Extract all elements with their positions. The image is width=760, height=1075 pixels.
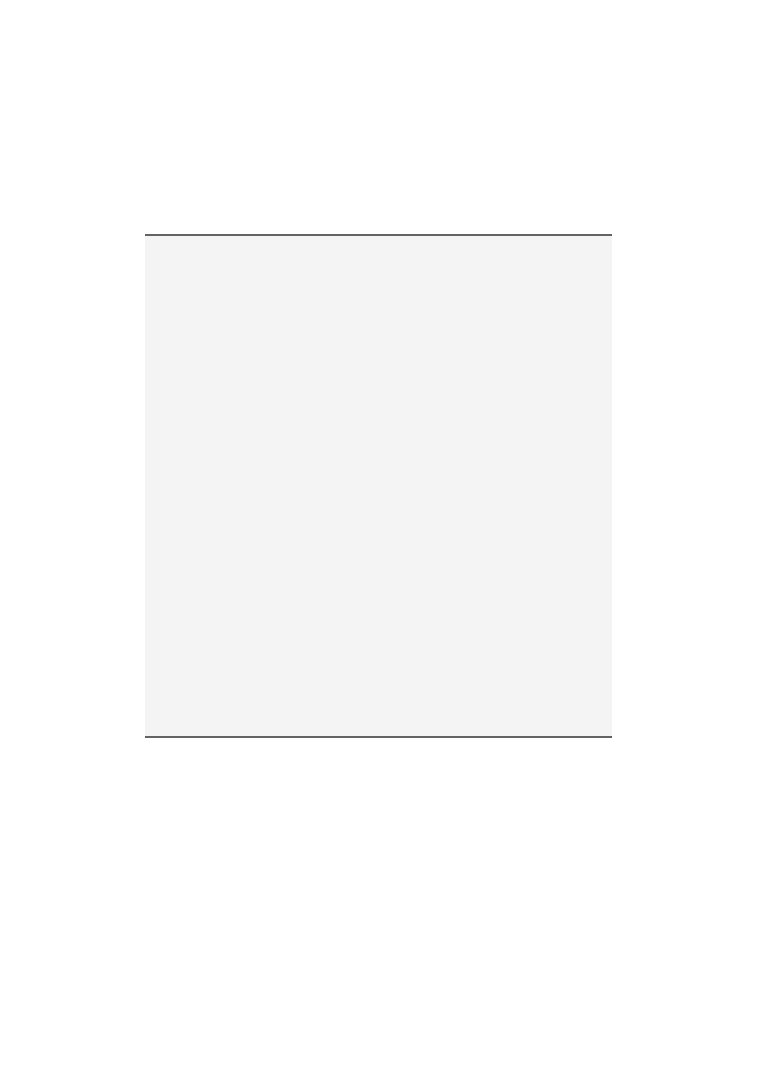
assembly-drawing	[145, 234, 612, 738]
figure-1-39	[145, 234, 612, 738]
